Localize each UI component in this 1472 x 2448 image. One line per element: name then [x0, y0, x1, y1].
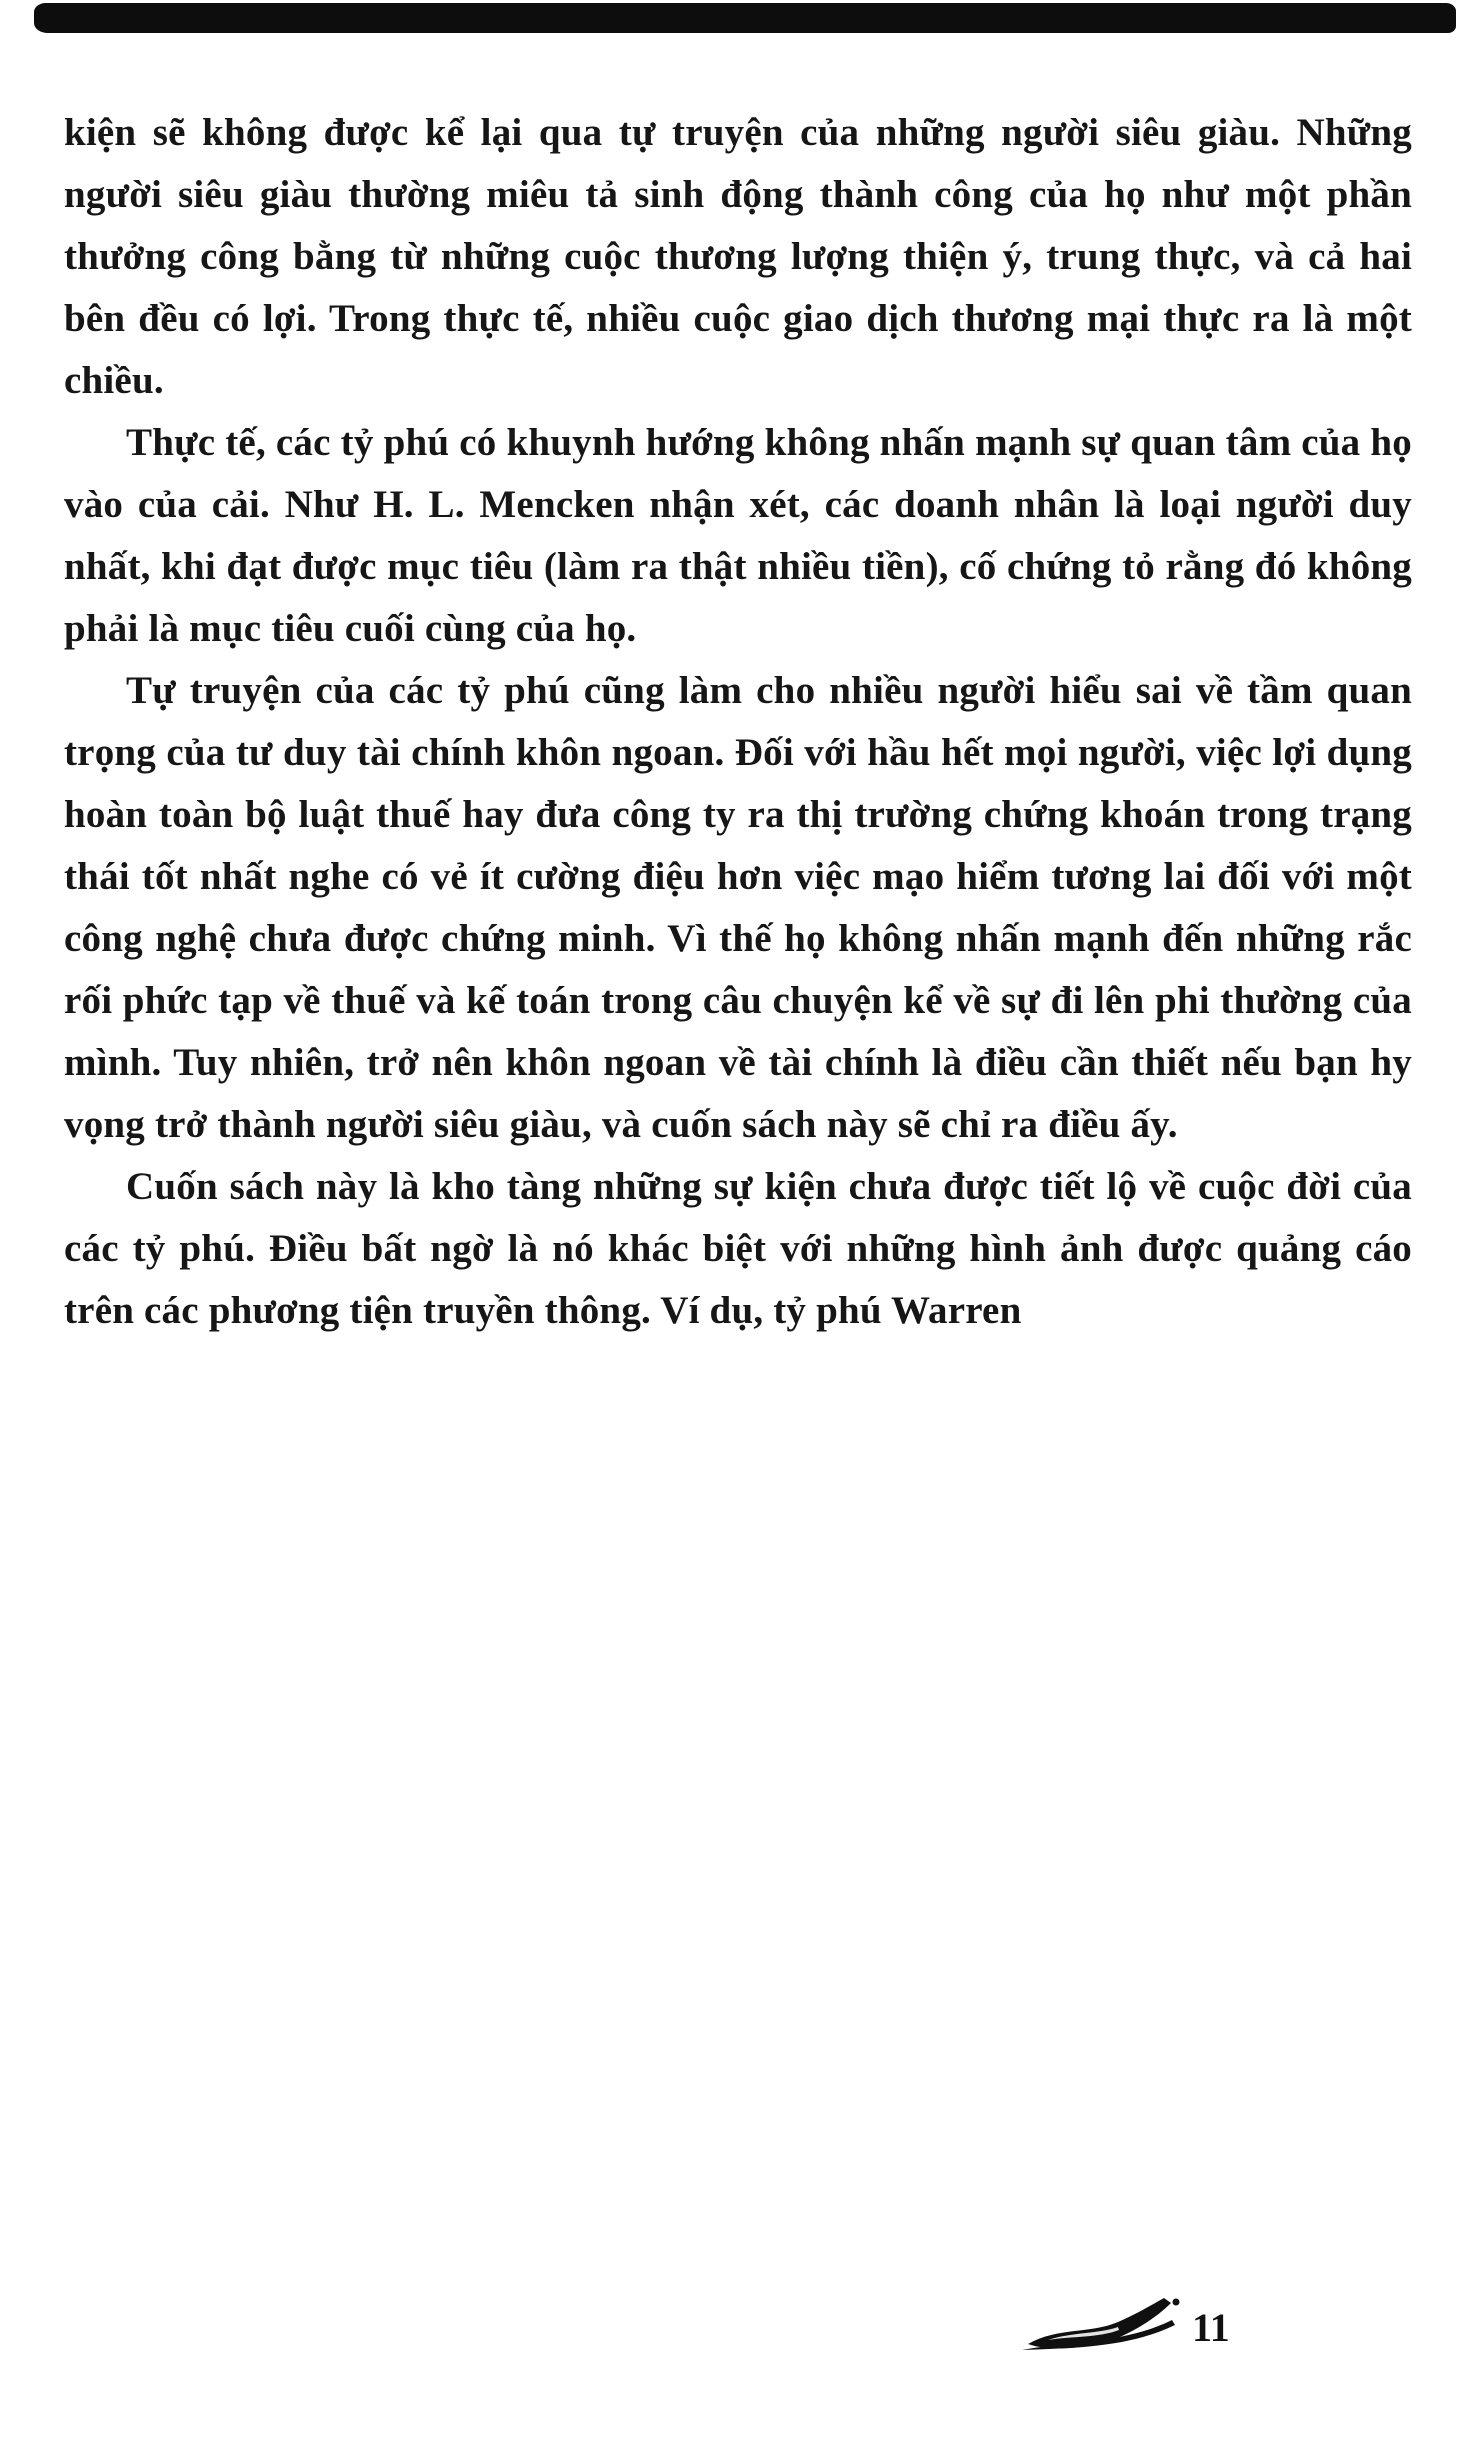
page-number: 11 — [1192, 2305, 1230, 2350]
body-text — [64, 102, 1412, 1342]
paragraph: Thực tế, các tỷ phú có khuynh hướng không nhấn mạnh sự quan tâm của họ vào của cải. Như H. L. Mencken nhận xét, các doanh nhân là loại người duy nhất, khi đạt được mục tiêu (làm ra thật nhiều tiền), cố chứng tỏ rằng đó không phải là mục tiêu cuối cùng của họ. — [64, 421, 1412, 650]
paragraph: Tự truyện của các tỷ phú cũng làm cho nhiều người hiểu sai về tầm quan trọng của tư duy tài chính khôn ngoan. Đối với hầu hết mọi người, việc lợi dụng hoàn toàn bộ luật thuế hay đưa công ty ra thị trường chứng khoán trong trạng thái tốt nhất nghe có vẻ ít cường điệu hơn việc mạo hiểm tương lai đối với một công nghệ chưa được chứng minh. Vì thế họ không nhấn mạnh đến những rắc rối phức tạp về thuế và kế toán trong câu chuyện kể về sự đi lên phi thường của mình. Tuy nhiên, trở nên khôn ngoan về tài chính là điều cần thiết nếu bạn hy vọng trở thành người siêu giàu, và cuốn sách này sẽ chỉ ra điều ấy. — [64, 669, 1412, 1146]
paragraph: Cuốn sách này là kho tàng những sự kiện chưa được tiết lộ về cuộc đời của các tỷ phú. Điều bất ngờ là nó khác biệt với những hình ảnh được quảng cáo trên các phương tiện truyền thông. Ví dụ, tỷ phú Warren — [64, 1165, 1412, 1332]
scan-top-band — [34, 3, 1456, 33]
page-footer — [1020, 2294, 1230, 2358]
pen-flourish-icon — [1020, 2294, 1188, 2358]
paragraph: kiện sẽ không được kể lại qua tự truyện của những người siêu giàu. Những người siêu giàu thường miêu tả sinh động thành công của họ như một phần thưởng công bằng từ những cuộc thương lượng thiện ý, trung thực, và cả hai bên đều có lợi. Trong thực tế, nhiều cuộc giao dịch thương mại thực ra là một chiều. — [64, 111, 1412, 402]
